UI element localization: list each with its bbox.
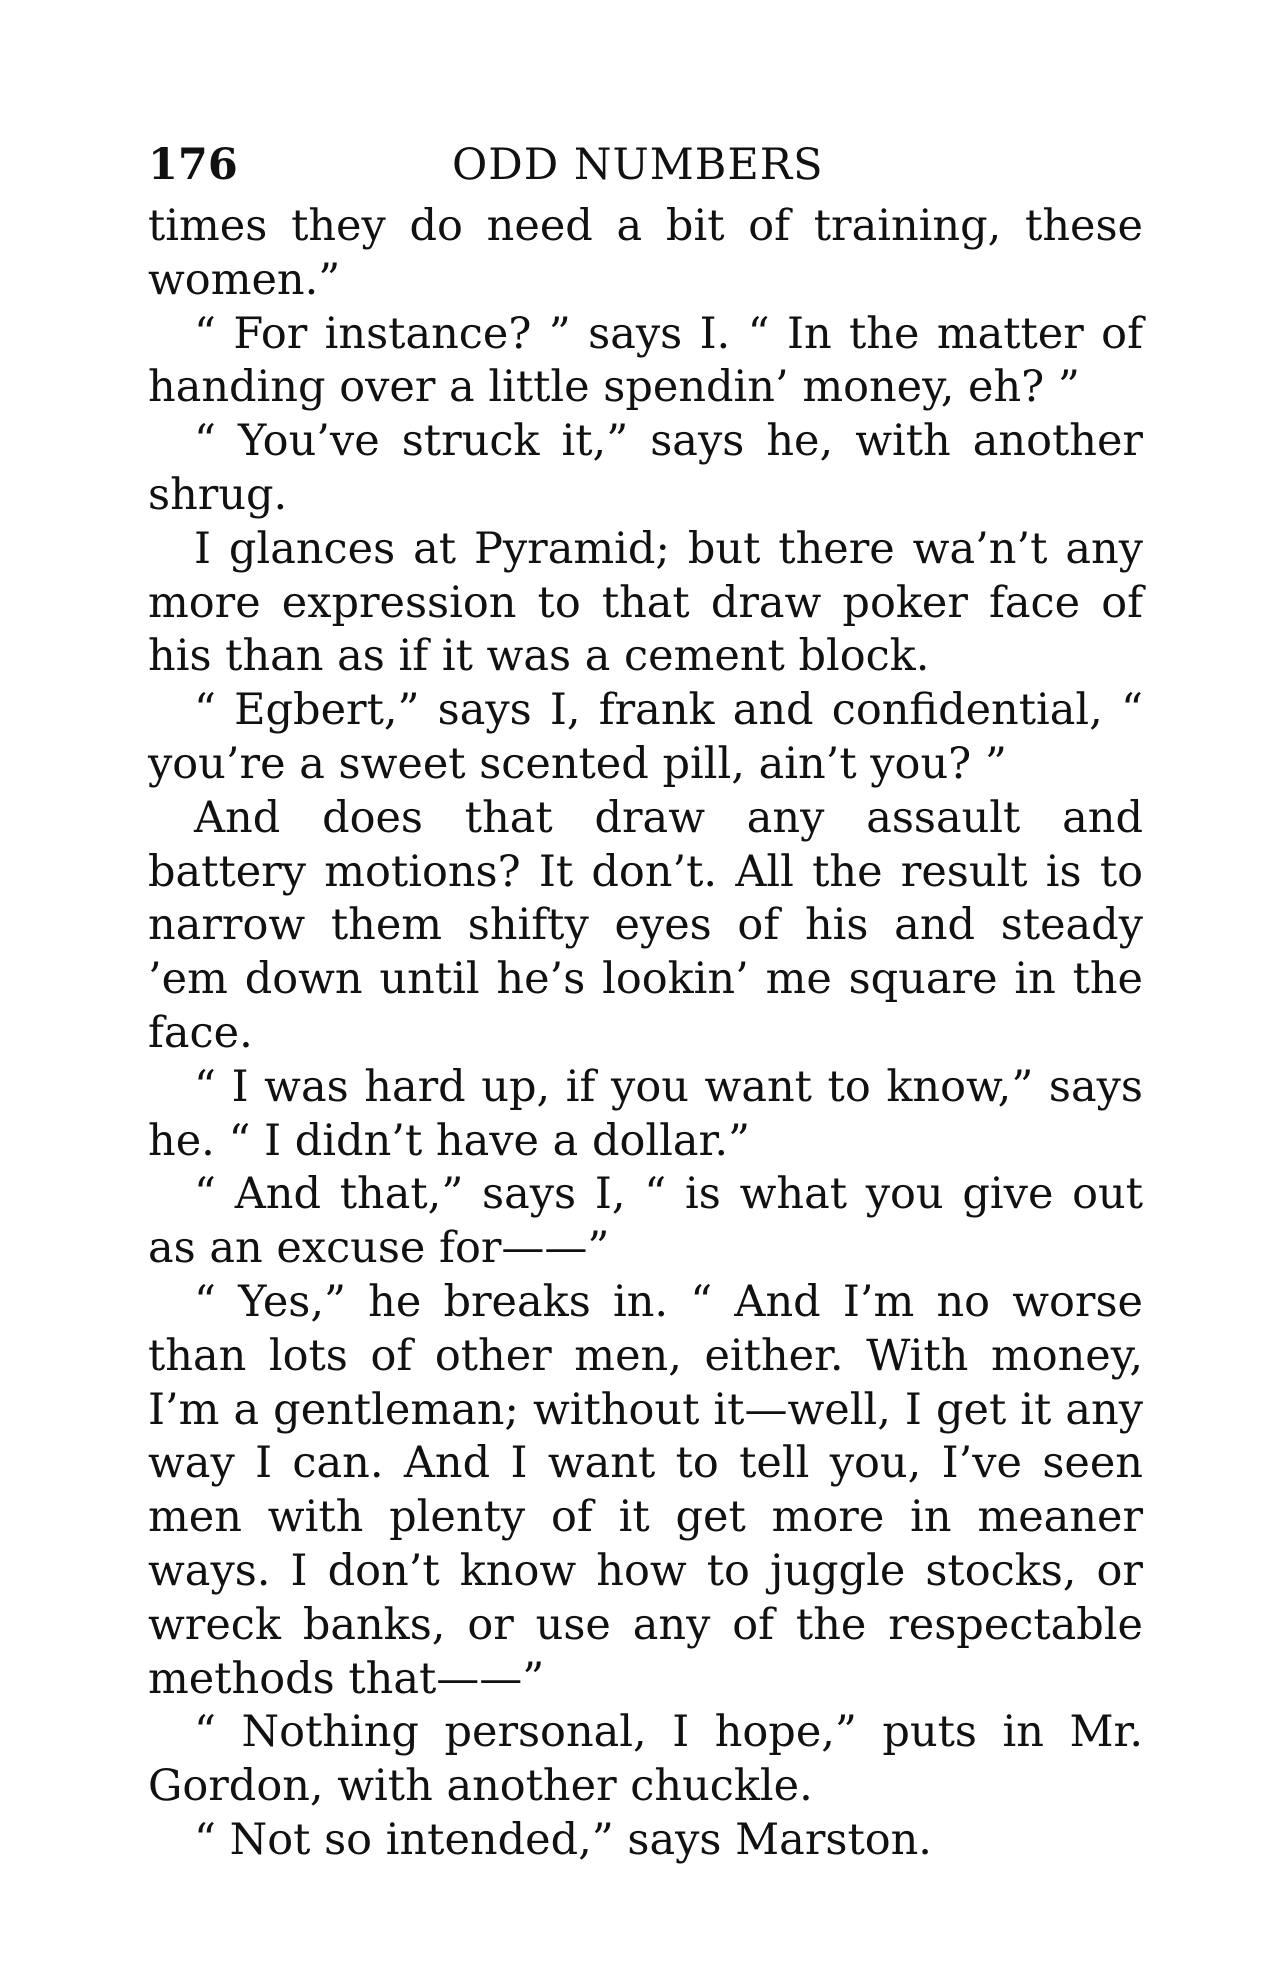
paragraph: “ Not so intended,” says Marston. (194, 1814, 932, 1865)
paragraph: “ Yes,” he breaks in. “ And I’m no worse than lots of other men, either. With money, I’m a gentleman; without it—well, I get it any way I can. And I want to tell you, I’ve seen men with plenty of it get more in meaner ways. I don’t know how to juggle stocks, or wreck banks, or use any of the respectable methods that——” (148, 1276, 1143, 1704)
paragraph: “ For instance? ” says I. “ In the matter of handing over a little spendin’ money, eh? ” (148, 308, 1143, 413)
paragraph: “ I was hard up, if you want to know,” says he. “ I didn’t have a dollar.” (148, 1061, 1143, 1166)
body-text (148, 200, 1143, 1868)
paragraph: “ You’ve struck it,” says he, with another shrug. (148, 416, 1143, 520)
paragraph: I glances at Pyramid; but there wa’n’t any more expression to that draw poker face of his than as if it was a cement block. (148, 523, 1143, 682)
paragraph-continuation: times they do need a bit of training, these women.” (148, 201, 1143, 305)
paragraph: “ Egbert,” says I, frank and confidential, “ you’re a sweet scented pill, ain’t you? ” (148, 685, 1143, 789)
paragraph: “ And that,” says I, “ is what you give out as an excuse for——” (148, 1169, 1143, 1274)
page-number: 176 (148, 140, 238, 190)
page-header (148, 130, 1143, 200)
running-title: ODD NUMBERS (452, 140, 824, 190)
book-page (148, 130, 1143, 1868)
paragraph: “ Nothing personal, I hope,” puts in Mr. Gordon, with another chuckle. (148, 1707, 1143, 1812)
paragraph: And does that draw any assault and battery motions? It don’t. All the result is to narrow them shifty eyes of his and steady ’em down until he’s lookin’ me square in the face. (148, 792, 1143, 1058)
